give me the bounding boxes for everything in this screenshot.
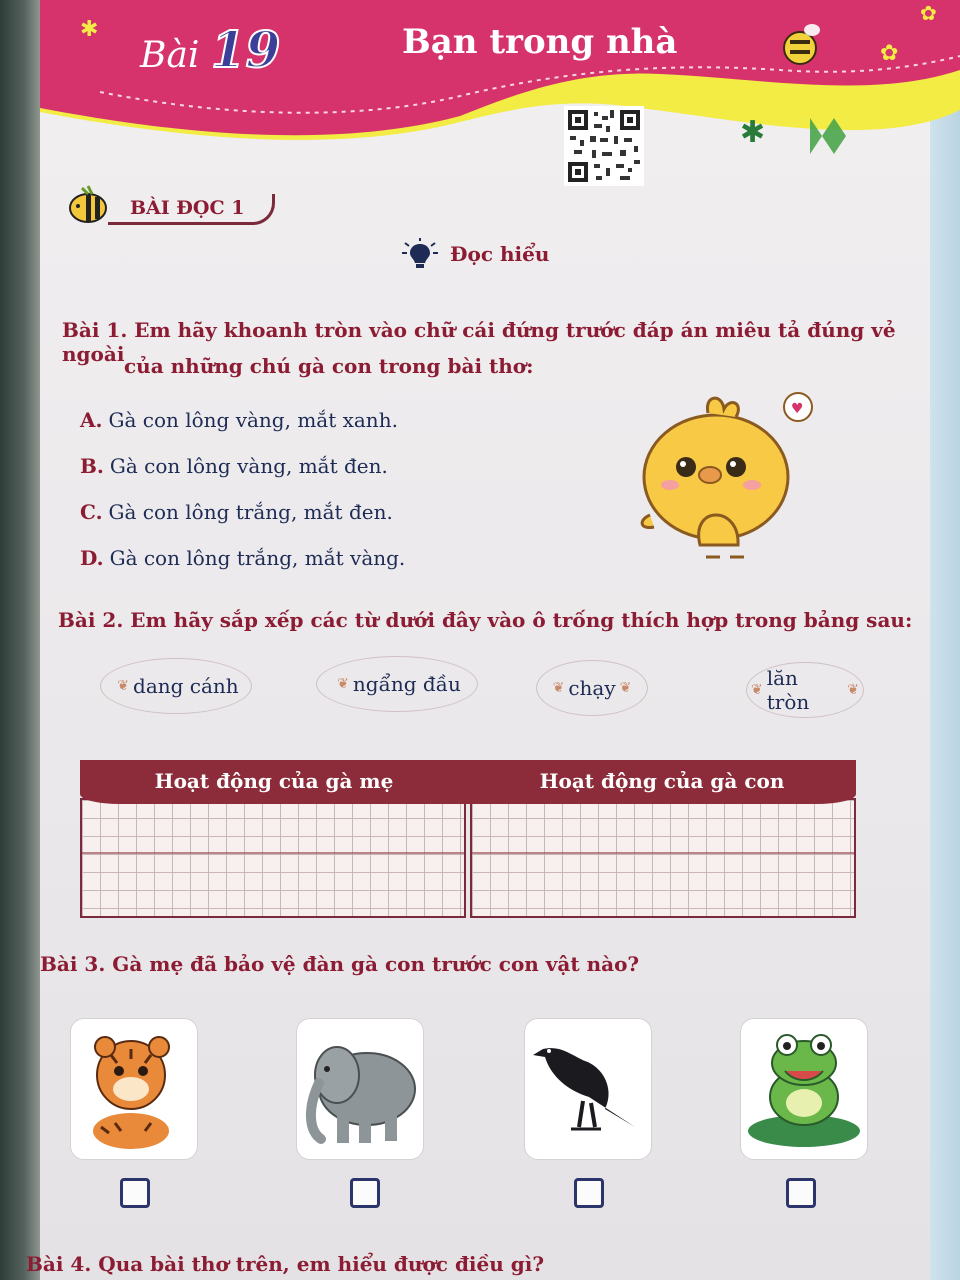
- chick-illustration: [630, 385, 820, 575]
- animal-card-elephant[interactable]: [296, 1018, 424, 1160]
- workbook-page: [26, 0, 960, 1280]
- table-header: [80, 760, 856, 804]
- q3-label: Bài 3.: [40, 952, 106, 976]
- option-letter: A.: [80, 408, 103, 432]
- word-chip-lan-tron[interactable]: [746, 662, 864, 718]
- frog-icon: [741, 1019, 867, 1159]
- svg-text:✿: ✿: [920, 1, 937, 25]
- animal-card-crow[interactable]: [524, 1018, 652, 1160]
- header-chick-activity: Hoạt động của gà con: [539, 769, 785, 793]
- word-text: ngẩng đầu: [352, 672, 461, 696]
- checkbox-crow[interactable]: [574, 1178, 604, 1208]
- word-chip-dang-canh[interactable]: [100, 658, 252, 714]
- word-chip-ngang-dau[interactable]: [316, 656, 478, 712]
- hen-activity-cell[interactable]: [80, 798, 466, 918]
- row-rule: [472, 852, 854, 854]
- option-letter: C.: [80, 500, 103, 524]
- q2-title: [58, 608, 912, 632]
- option-text: Gà con lông trắng, mắt đen.: [108, 500, 393, 524]
- option-text: Gà con lông vàng, mắt đen.: [109, 454, 388, 478]
- activity-table: [80, 760, 856, 920]
- svg-text:✱: ✱: [80, 17, 99, 42]
- lesson-number: 19: [210, 20, 281, 79]
- animal-card-tiger[interactable]: [70, 1018, 198, 1160]
- checkbox-tiger[interactable]: [120, 1178, 150, 1208]
- animal-card-frog[interactable]: [740, 1018, 868, 1160]
- chick-activity-cell[interactable]: [470, 798, 856, 918]
- next-page-edge: [930, 110, 960, 1280]
- option-text: Gà con lông vàng, mắt xanh.: [108, 408, 398, 432]
- leaf-icon: ❦: [619, 680, 632, 696]
- section-label: BÀI ĐỌC 1: [108, 194, 275, 225]
- checkbox-frog[interactable]: [786, 1178, 816, 1208]
- q4-title: [26, 1252, 544, 1276]
- lesson-number-title: [140, 20, 280, 79]
- q3-title: [40, 952, 639, 976]
- lesson-title: Bạn trong nhà: [402, 22, 678, 62]
- option-letter: D.: [80, 546, 104, 570]
- svg-text:♥: ♥: [791, 401, 804, 417]
- word-chip-chay[interactable]: [536, 660, 648, 716]
- word-text: chạy: [568, 676, 616, 700]
- q3-text: Gà mẹ đã bảo vệ đàn gà con trước con vật nào?: [112, 952, 640, 976]
- q1-option-a[interactable]: [80, 408, 398, 432]
- elephant-icon: [297, 1019, 423, 1159]
- checkbox-elephant[interactable]: [350, 1178, 380, 1208]
- word-text: lăn tròn: [766, 666, 810, 714]
- subsection-heading: [400, 238, 549, 270]
- q2-text: Em hãy sắp xếp các từ dưới đây vào ô trống thích hợp trong bảng sau:: [130, 608, 913, 632]
- qr-code[interactable]: [564, 106, 644, 186]
- crow-icon: [525, 1019, 651, 1159]
- q2-label: Bài 2.: [58, 608, 124, 632]
- header-hen-activity: Hoạt động của gà mẹ: [154, 769, 394, 793]
- q4-label: Bài 4.: [26, 1252, 92, 1276]
- q1-option-c[interactable]: [80, 500, 393, 524]
- leaf-icon: ❦: [117, 678, 130, 694]
- q4-text: Qua bài thơ trên, em hiểu được điều gì?: [98, 1252, 545, 1276]
- tiger-icon: [71, 1019, 197, 1159]
- leaf-icon: ❦: [751, 682, 763, 698]
- leaf-icon: ❦: [337, 676, 349, 692]
- leaf-icon: ❦: [552, 680, 565, 696]
- leaf-icon: ❦: [847, 682, 859, 698]
- q1-text-line2: của những chú gà con trong bài thơ:: [124, 354, 534, 378]
- q1-option-b[interactable]: [80, 454, 388, 478]
- section-tag: [58, 178, 245, 228]
- lesson-banner: [40, 0, 960, 180]
- lesson-prefix: Bài: [140, 35, 200, 76]
- option-text: Gà con lông trắng, mắt vàng.: [109, 546, 406, 570]
- row-rule: [82, 852, 464, 854]
- option-letter: B.: [80, 454, 104, 478]
- svg-text:✿: ✿: [920, 84, 936, 105]
- svg-text:✱: ✱: [740, 115, 766, 150]
- svg-text:✿: ✿: [880, 41, 899, 66]
- subsection-label: Đọc hiểu: [450, 242, 550, 266]
- lightbulb-icon: [400, 238, 440, 270]
- q1-option-d[interactable]: [80, 546, 405, 570]
- word-text: dang cánh: [133, 674, 239, 698]
- q1-text-line1: Em hãy khoanh tròn vào chữ cái đứng trước đáp án miêu tả đúng vẻ ngoài: [62, 318, 896, 366]
- q1-label: Bài 1.: [62, 318, 128, 342]
